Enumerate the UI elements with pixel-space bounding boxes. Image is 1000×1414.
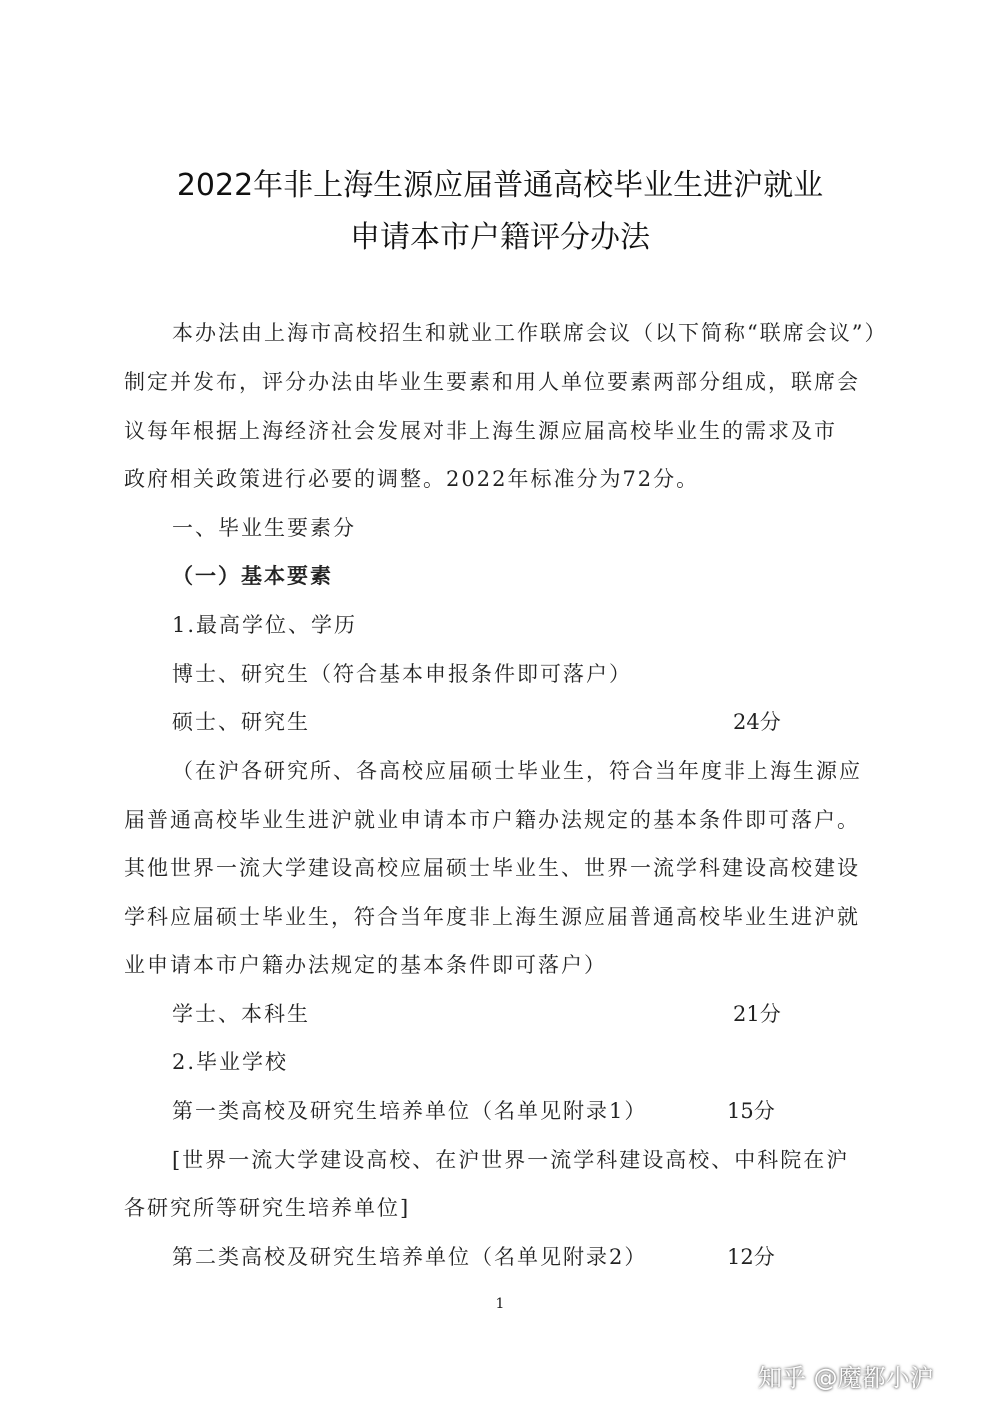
bachelor-line: 学士、本科生 [172,1002,310,1026]
master-score: 24分 [733,710,781,734]
master-note-line: （在沪各研究所、各高校应届硕士毕业生，符合当年度非上海生源应 [172,759,862,783]
intro-paragraph-line: 制定并发布，评分办法由毕业生要素和用人单位要素两部分组成，联席会 [124,370,860,394]
document-title-line1: 2022年非上海生源应届普通高校毕业生进沪就业 [176,168,824,203]
item-heading: 2.毕业学校 [172,1050,289,1074]
master-line: 硕士、研究生 [172,710,310,734]
page-number: 1 [495,1296,505,1312]
doctor-line: 博士、研究生（符合基本申报条件即可落户） [172,662,632,686]
class1-note-line: [世界一流大学建设高校、在沪世界一流学科建设高校、中科院在沪 [172,1148,850,1172]
class1-line: 第一类高校及研究生培养单位（名单见附录1） [172,1099,648,1123]
master-note-line: 其他世界一流大学建设高校应届硕士毕业生、世界一流学科建设高校建设 [124,856,860,880]
master-note-line: 学科应届硕士毕业生，符合当年度非上海生源应届普通高校毕业生进沪就 [124,905,860,929]
intro-paragraph-line: 政府相关政策进行必要的调整。2022年标准分为72分。 [124,467,700,491]
intro-paragraph-line: 本办法由上海市高校招生和就业工作联席会议（以下简称“联席会议”） [172,321,888,345]
document-title-line2: 申请本市户籍评分办法 [350,220,650,255]
bachelor-score: 21分 [733,1002,781,1026]
intro-paragraph-line: 议每年根据上海经济社会发展对非上海生源应届高校毕业生的需求及市 [124,419,837,443]
section-heading: 一、毕业生要素分 [172,516,356,540]
master-note-line: 届普通高校毕业生进沪就业申请本市户籍办法规定的基本条件即可落户。 [124,808,860,832]
item-heading: 1.最高学位、学历 [172,613,358,637]
master-note-line: 业申请本市户籍办法规定的基本条件即可落户） [124,953,607,977]
class1-score: 15分 [727,1099,775,1123]
class1-note-line: 各研究所等研究生培养单位] [124,1196,411,1220]
subsection-heading: （一）基本要素 [172,563,333,588]
class2-score: 12分 [727,1245,775,1269]
class2-line: 第二类高校及研究生培养单位（名单见附录2） [172,1245,648,1269]
watermark: 知乎 @魔都小沪 [758,1364,934,1392]
